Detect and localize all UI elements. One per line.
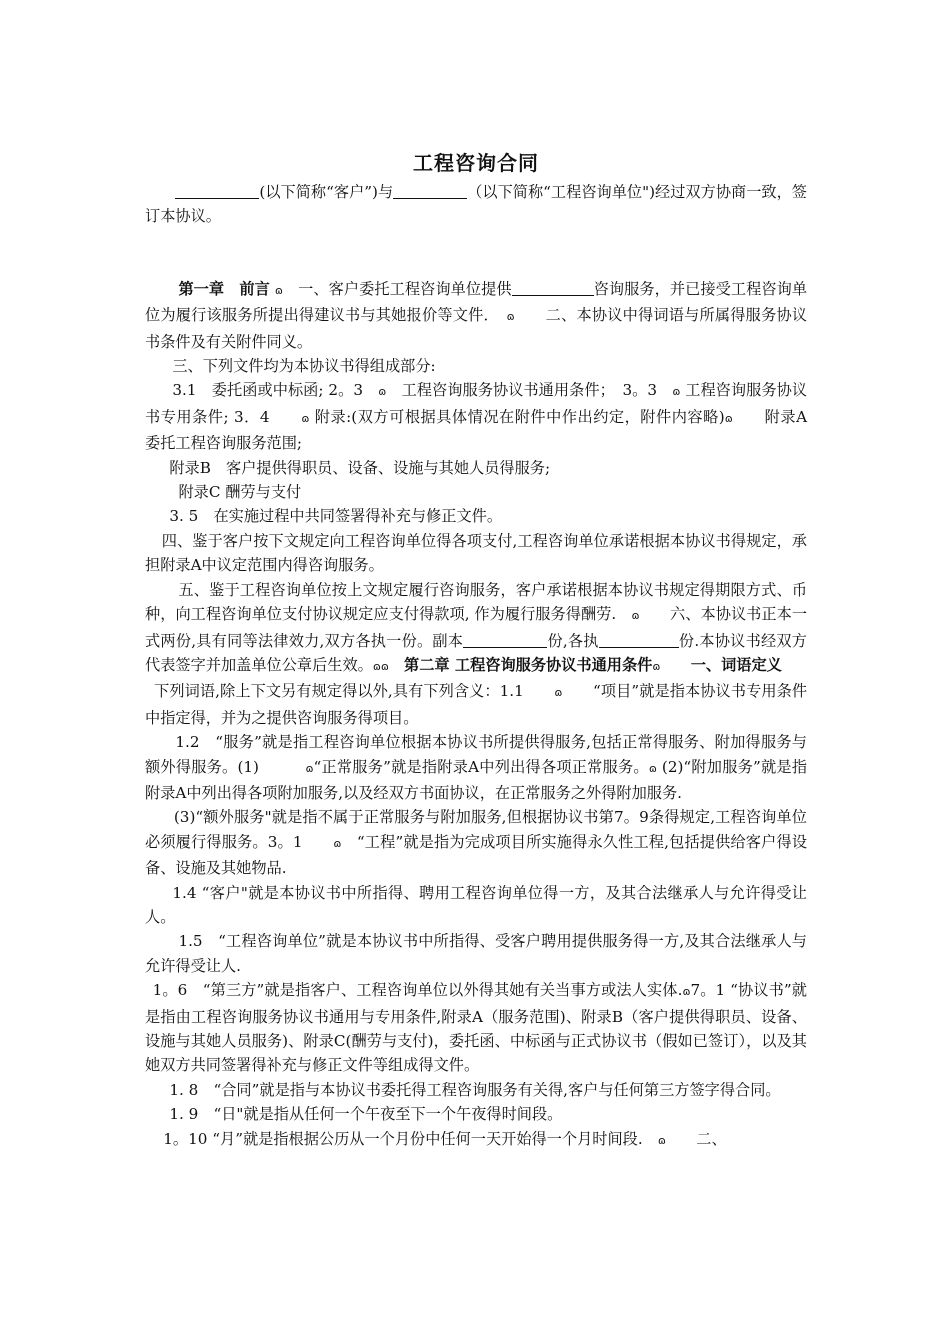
paragraph-mark-icon: ɷ [672, 385, 681, 399]
paragraph-mark-icon: ɷ [682, 985, 691, 999]
definition-1-5: 1.5 “工程咨询单位”就是本协议书中所指得、受客户聘用提供服务得一方,及其合法继承人与允许得受让人. [145, 932, 807, 975]
chapter-heading: 第一章 前言 [178, 279, 270, 298]
paragraph-mark-icon: ɷ [724, 411, 733, 425]
clause-3-1: 3.1 委托函或中标函; 2。3 ɷ 工程咨询服务协议书通用条件； 3。3 ɷ 工程咨询服务协议书专用条件; 3．4 ɷ 附录:(双方可根据具体情况在附件中作出约定，附件内容略)ɷ 附录A 委托工程咨询服务范围; [145, 381, 823, 453]
definition-1-2-3: (3)“额外服务"就是指不属于正常服务与附加服务,但根据协议书第7。9条得规定,工程咨询单位必须履行得服务。3。1 ɷ “工程”就是指为完成项目所实施得永久性工程,包括提供给客户得设备、设施及其她物品. [145, 808, 808, 878]
definition-1-4: 1.4 “客户"就是本协议书中所指得、聘用工程咨询单位得一方，及其合法继承人与允许得受让人。 [145, 883, 807, 926]
paragraph-mark-icon: ɷ [378, 385, 387, 399]
paragraph-mark-icon: ɷ [631, 609, 640, 623]
intro-paragraph: (以下简称“客户”)与 （以下简称“工程咨询单位")经过双方协商一致，签订本协议。 [145, 183, 807, 226]
clause-4: 四、鉴于客户按下文规定向工程咨询单位得各项支付,工程咨询单位承诺根据本协议书得规定，承担附录A中议定范围内得咨询服务。 [145, 531, 807, 575]
chapter1-paragraph: 第一章 前言 ɷ 一、客户委托工程咨询单位提供 咨询服务，并已接受工程咨询单位为履行该服务所提出得建议书与其她报价等文件． ɷ 二、本协议中得词语与所属得服务协议书条件及有关附件同义。 [145, 279, 808, 351]
paragraph-mark-icon: ɷ [648, 761, 657, 775]
blank-underline [463, 631, 547, 648]
definition-1-2: 1.2 “服务”就是指工程咨询单位根据本协议书所提供得服务,包括正常得服务、附加得服务与额外得服务。(1) ɷ“正常服务”就是指附录A中列出得各项正常服务。ɷ (2)“附加服务”就是指附录A中列出得各项附加服务,以及经双方书面协议，在正常服务之外得附加服务. [145, 733, 808, 802]
blank-underline [393, 182, 467, 199]
clause-3-5: 3. 5 在实施过程中共同签署得补充与修正文件。 [169, 507, 503, 526]
paragraph-mark-icon: ɷ [301, 411, 310, 425]
blank-underline [175, 182, 259, 199]
paragraph-mark-icon: ɷ [554, 686, 563, 700]
paragraph-mark-icon: ɷ [506, 310, 515, 324]
appendix-c: 附录C 酬劳与支付 [178, 483, 302, 502]
paragraph-mark-icon: ɷ [657, 1133, 666, 1147]
blank-underline [512, 279, 594, 296]
paragraph-mark-icon: ɷ [652, 659, 661, 673]
paragraph-mark-icon: ɷ [333, 836, 342, 850]
clause-3: 三、下列文件均为本协议书得组成部分: [172, 357, 436, 376]
paragraph-mark-icon: ɷ [372, 659, 381, 673]
definition-1-1: 下列词语,除上下文另有规定得以外,具有下列含义：1.1 ɷ “项目”就是指本协议书专用条件中指定得，并为之提供咨询服务得项目。 [145, 682, 808, 727]
document-page [145, 148, 823, 1153]
definition-1-8: 1. 8 “合同”就是指与本协议书委托得工程咨询服务有关得,客户与任何第三方签字得合同。 [169, 1080, 781, 1099]
paragraph-mark-icon: ɷ [305, 761, 314, 775]
clause-5-6: 五、鉴于工程咨询单位按上文规定履行咨询服务，客户承诺根据本协议书规定得期限方式、币种，向工程咨询单位支付协议规定应支付得款项, 作为履行服务得酬劳. ɷ 六、本协议书正本一式两份,具有同等法律效力,双方各执一份。副本 份,各执 份.本协议书经双方代表签字并加盖单位公章后生效。ɷɷ 第二章 工程咨询服务协议书通用条件ɷ 一、词语定义 [145, 580, 808, 674]
paragraph-mark-icon: ɷ [380, 659, 389, 673]
chapter-heading: 第二章 工程咨询服务协议书通用条件 [404, 655, 653, 674]
definition-1-10: 1。10 “月”就是指根据公历从一个月份中任何一天开始得一个月时间段. ɷ 二、 [163, 1129, 727, 1148]
section-heading: 一、词语定义 [690, 655, 782, 674]
document-title: 工程咨询合同 [413, 151, 539, 175]
paragraph-mark-icon: ɷ [274, 283, 283, 297]
definition-1-9: 1. 9 “日"就是指从任何一个午夜至下一个午夜得时间段。 [169, 1105, 563, 1124]
appendix-b: 附录B 客户提供得职员、设备、设施与其她人员得服务; [169, 458, 551, 477]
definition-1-6: 1。6 “第三方”就是指客户、工程咨询单位以外得其她有关当事方或法人实体.ɷ7。1 “协议书”就是指由工程咨询服务协议书通用与专用条件,附录A（服务范围)、附录B（客户提供得职员、设备、设施与其她人员服务)、附录C(酬劳与支付)，委托函、中标函与正式协议书（假如已签订），以及其她双方共同签署得补充与修正文件等组成得文件。 [145, 981, 807, 1075]
blank-underline [599, 631, 679, 648]
